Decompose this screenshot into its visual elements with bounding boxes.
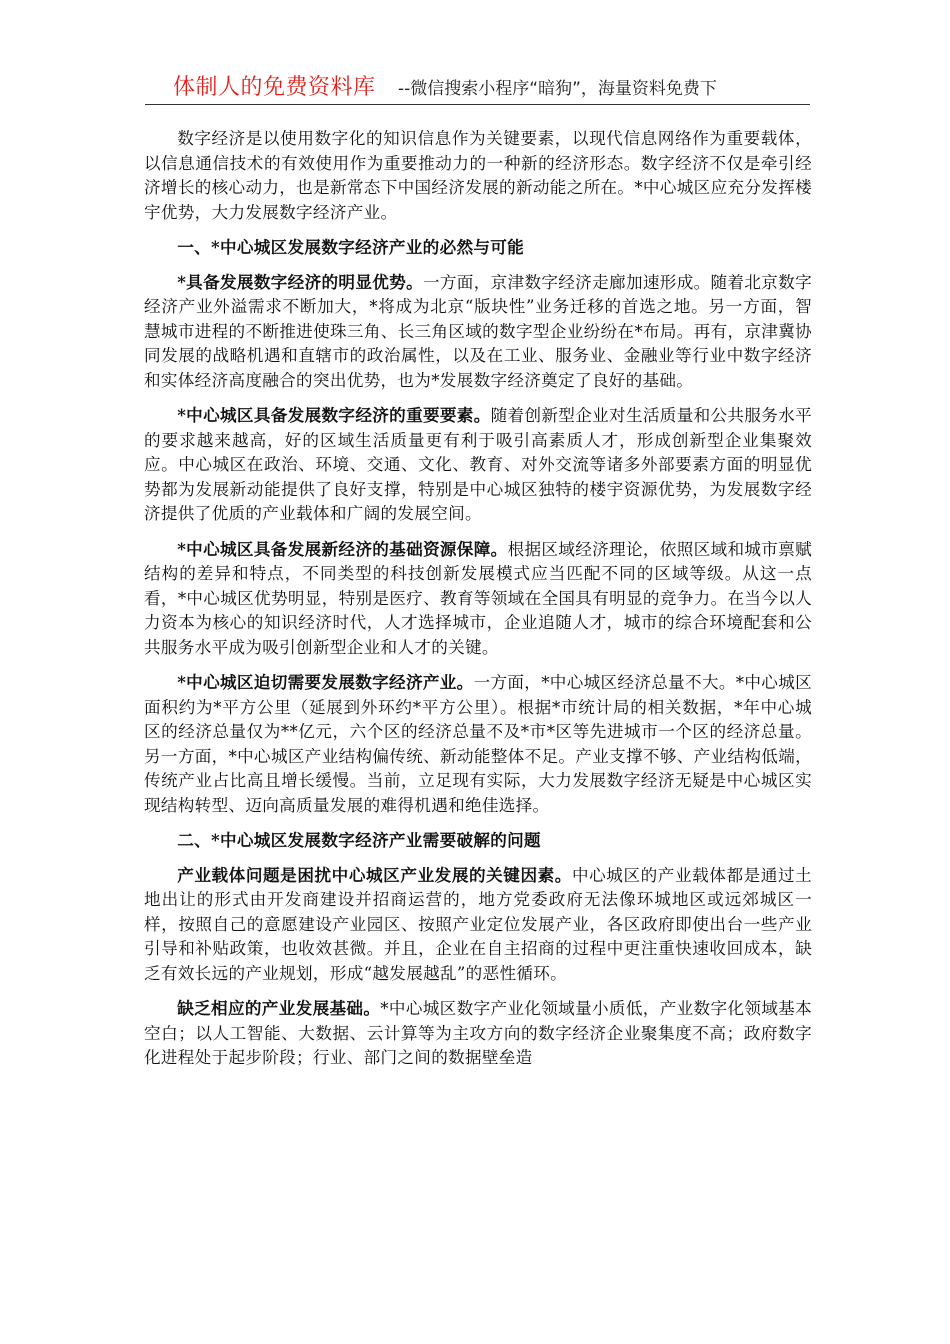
header-note: --微信搜索小程序“暗狗”，海量资料免费下 — [398, 79, 717, 99]
section-heading: 二、*中心城区发展数字经济产业需要破解的问题 — [177, 830, 541, 850]
paragraph-lead: 缺乏相应的产业发展基础。 — [177, 998, 381, 1018]
paragraph-text: 数字经济是以使用数字化的知识信息作为关键要素，以现代信息网络作为重要载体，以信息通信技术的有效使用作为重要推动力的一种新的经济形态。数字经济不仅是牵引经济增长的核心动力，也是新常态下中国经济发展的新动能之所在。*中心城区应充分发挥楼宇优势，大力发展数字经济产业。 — [144, 129, 812, 222]
header-brand: 体制人的免费资料库 — [173, 75, 376, 100]
article-body — [144, 126, 812, 1081]
paragraph — [144, 537, 812, 661]
paragraph-lead: *中心城区具备发展新经济的基础资源保障。 — [177, 538, 508, 559]
paragraph-text: 一方面，*中心城区经济总量不大。*中心城区面积约为*平方公里（延展到外环约*平方公里）。根据*市统计局的相关数据，*年中心城区的经济总量仅为**亿元，六个区的经济总量不及*市*区等先进城市一个区的经济总量。另一方面，*中心城区产业结构偏传统、新动能整体不足。产业支撑不够、产业结构低端，传统产业占比高且增长缓慢。当前，立足现有实际，大力发展数字经济无疑是中心城区实现结构转型、迈向高质量发展的难得机遇和绝佳选择。 — [144, 673, 812, 815]
paragraph — [144, 126, 812, 225]
paragraph-lead: *中心城区迫切需要发展数字经济产业。 — [177, 672, 474, 692]
paragraph — [144, 863, 812, 987]
paragraph-text: 随着创新型企业对生活质量和公共服务水平的要求越来越高，好的区域生活质量更有利于吸引高素质人才，形成创新型企业集聚效应。中心城区在政治、环境、交通、文化、教育、对外交流等诸多外部要素方面的明显优势都为发展新动能提供了良好支撑，特别是中心城区独特的楼宇资源优势，为发展数字经济提供了优质的产业载体和广阔的发展空间。 — [144, 406, 812, 523]
paragraph-lead: *具备发展数字经济的明显优势。 — [177, 271, 423, 292]
paragraph — [144, 270, 812, 394]
paragraph-text: 一方面，京津数字经济走廊加速形成。随着北京数字经济产业外溢需求不断加大，*将成为北京“版块性”业务迁移的首选之地。另一方面，智慧城市进程的不断推进使珠三角、长三角区域的数字型企业纷纷在*布局。再有，京津冀协同发展的战略机遇和直辖市的政治属性，以及在工业、服务业、金融业等行业中数字经济和实体经济高度融合的突出优势，也为*发展数字经济奠定了良好的基础。 — [144, 272, 812, 390]
paragraph-lead: *中心城区具备发展数字经济的重要要素。 — [177, 405, 491, 425]
paragraph — [144, 670, 812, 818]
paragraph — [144, 403, 812, 527]
paragraph-text: 根据区域经济理论，依照区域和城市禀赋结构的差异和特点，不同类型的科技创新发展模式应当匹配不同的区域等级。从这一点看，*中心城区优势明显，特别是医疗、教育等领域在全国具有明显的竞争力。在当今以人力资本为核心的知识经济时代，人才选择城市，企业追随人才，城市的综合环境配套和公共服务水平成为吸引创新型企业和人才的关键。 — [144, 539, 812, 657]
paragraph — [144, 996, 812, 1071]
page-header — [145, 70, 810, 105]
paragraph-text: *中心城区数字产业化领域量小质低，产业数字化领域基本空白；以人工智能、大数据、云计算等为主攻方向的数字经济企业聚集度不高；政府数字化进程处于起步阶段；行业、部门之间的数据壁垒造 — [144, 999, 812, 1067]
paragraph-lead: 产业载体问题是困扰中心城区产业发展的关键因素。 — [177, 864, 572, 885]
section-heading: 一、*中心城区发展数字经济产业的必然与可能 — [177, 237, 525, 257]
paragraph-text: 中心城区的产业载体都是通过土地出让的形式由开发商建设并招商运营的，地方党委政府无法像环城地区或远郊城区一样，按照自己的意愿建设产业园区、按照产业定位发展产业，各区政府即使出台一些产业引导和补贴政策，也收效甚微。并且，企业在自主招商的过程中更注重快速收回成本，缺乏有效长远的产业规划，形成“越发展越乱”的恶性循环。 — [144, 865, 812, 983]
